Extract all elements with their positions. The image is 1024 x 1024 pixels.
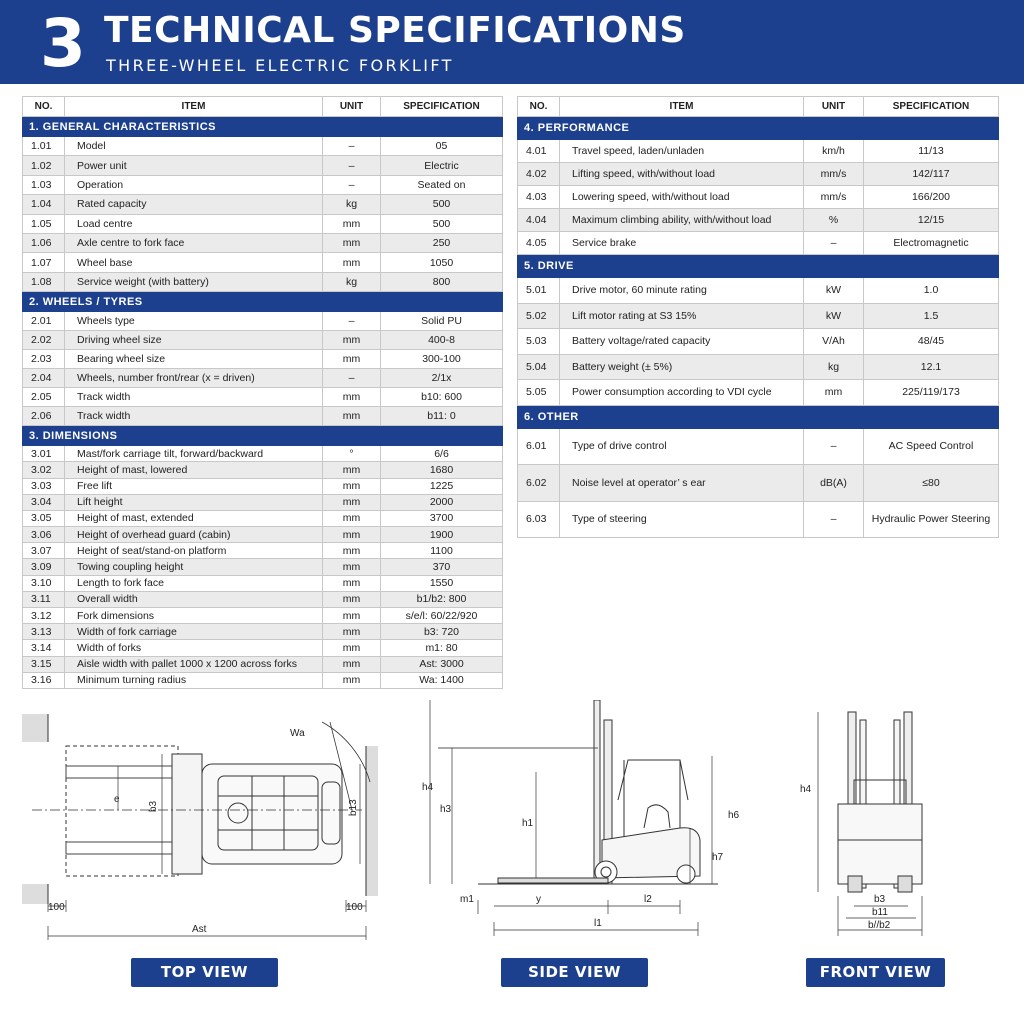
row-number: 4.05: [518, 232, 560, 255]
row-spec: 500: [381, 195, 503, 214]
row-unit: kg: [804, 354, 864, 380]
row-number: 3.02: [23, 462, 65, 478]
section-title: 4. PERFORMANCE: [518, 117, 999, 140]
section-title: 1. GENERAL CHARACTERISTICS: [23, 117, 503, 137]
table-row: [23, 591, 503, 607]
table-row: [23, 656, 503, 672]
row-spec: Ast: 3000: [381, 656, 503, 672]
row-number: 1.06: [23, 233, 65, 252]
col-no: NO.: [23, 97, 65, 117]
row-number: 3.01: [23, 446, 65, 462]
page-title: TECHNICAL SPECIFICATIONS: [104, 10, 686, 51]
row-number: 2.05: [23, 388, 65, 407]
row-unit: mm: [323, 331, 381, 350]
label-dim-100-right: 100: [346, 902, 363, 913]
row-unit: kg: [323, 272, 381, 291]
label-h3: h3: [440, 804, 452, 815]
row-unit: –: [804, 428, 864, 465]
row-item: Noise level at operator’ s ear: [560, 465, 804, 502]
row-number: 2.02: [23, 331, 65, 350]
row-number: 3.13: [23, 624, 65, 640]
row-unit: –: [804, 232, 864, 255]
row-item: Height of mast, extended: [65, 510, 323, 526]
table-row: [23, 350, 503, 369]
front-view-diagram: [798, 700, 948, 940]
section-title: 5. DRIVE: [518, 255, 999, 278]
row-spec: Electric: [381, 156, 503, 175]
row-item: Wheels, number front/rear (x = driven): [65, 369, 323, 388]
label-h7: h7: [712, 852, 724, 863]
table-row: [23, 253, 503, 272]
row-item: Operation: [65, 175, 323, 194]
row-number: 1.07: [23, 253, 65, 272]
side-view-diagram: [418, 700, 748, 940]
row-spec: 12/15: [864, 209, 999, 232]
row-spec: 1.0: [864, 278, 999, 304]
top-view-diagram: [22, 700, 382, 940]
row-unit: kW: [804, 303, 864, 329]
row-item: Lifting speed, with/without load: [560, 163, 804, 186]
row-spec: b10: 600: [381, 388, 503, 407]
row-number: 3.03: [23, 478, 65, 494]
row-spec: 12.1: [864, 354, 999, 380]
row-unit: °: [323, 446, 381, 462]
table-header-row: [518, 97, 999, 117]
row-number: 3.05: [23, 510, 65, 526]
row-number: 3.16: [23, 672, 65, 688]
row-spec: 1100: [381, 543, 503, 559]
row-spec: Solid PU: [381, 312, 503, 331]
row-unit: mm: [323, 388, 381, 407]
row-item: Track width: [65, 407, 323, 426]
label-b3: b3: [874, 894, 886, 905]
row-item: Length to fork face: [65, 575, 323, 591]
row-number: 5.01: [518, 278, 560, 304]
table-row: [23, 175, 503, 194]
label-b13: b13: [348, 799, 359, 816]
row-item: Service weight (with battery): [65, 272, 323, 291]
row-number: 6.01: [518, 428, 560, 465]
row-spec: Hydraulic Power Steering: [864, 501, 999, 538]
table-row: [518, 428, 999, 465]
row-spec: 400-8: [381, 331, 503, 350]
row-spec: b11: 0: [381, 407, 503, 426]
table-row: [518, 232, 999, 255]
row-number: 1.08: [23, 272, 65, 291]
row-item: Maximum climbing ability, with/without load: [560, 209, 804, 232]
row-number: 3.11: [23, 591, 65, 607]
side-view-label: SIDE VIEW: [501, 958, 648, 987]
table-row: [518, 380, 999, 406]
table-row: [23, 575, 503, 591]
section-number: 3: [40, 5, 86, 82]
row-spec: 300-100: [381, 350, 503, 369]
label-l2: l2: [644, 894, 652, 905]
row-number: 3.07: [23, 543, 65, 559]
row-number: 2.01: [23, 312, 65, 331]
table-row: [23, 195, 503, 214]
spec-table-left: [22, 96, 503, 689]
table-row: [518, 465, 999, 502]
row-item: Battery voltage/rated capacity: [560, 329, 804, 355]
section-title: 3. DIMENSIONS: [23, 426, 503, 446]
table-row: [23, 672, 503, 688]
row-unit: mm: [323, 656, 381, 672]
header-banner: [0, 0, 1024, 84]
row-item: Lowering speed, with/without load: [560, 186, 804, 209]
table-row: [23, 272, 503, 291]
row-unit: –: [804, 501, 864, 538]
row-unit: mm: [323, 462, 381, 478]
table-row: [23, 446, 503, 462]
row-item: Height of seat/stand-on platform: [65, 543, 323, 559]
table-row: [23, 608, 503, 624]
table-row: [23, 137, 503, 156]
row-item: Minimum turning radius: [65, 672, 323, 688]
row-unit: mm: [323, 253, 381, 272]
row-unit: –: [323, 312, 381, 331]
row-number: 5.02: [518, 303, 560, 329]
row-number: 4.01: [518, 140, 560, 163]
row-unit: kW: [804, 278, 864, 304]
table-row: [23, 527, 503, 543]
row-spec: 800: [381, 272, 503, 291]
row-item: Bearing wheel size: [65, 350, 323, 369]
row-unit: mm: [323, 608, 381, 624]
row-number: 5.04: [518, 354, 560, 380]
table-row: [23, 388, 503, 407]
row-unit: mm: [323, 407, 381, 426]
row-number: 4.04: [518, 209, 560, 232]
row-unit: mm: [323, 527, 381, 543]
row-spec: 6/6: [381, 446, 503, 462]
row-unit: mm: [323, 510, 381, 526]
row-number: 5.05: [518, 380, 560, 406]
row-item: Driving wheel size: [65, 331, 323, 350]
table-row: [518, 186, 999, 209]
section-header: [23, 292, 503, 312]
row-spec: 11/13: [864, 140, 999, 163]
row-unit: –: [323, 137, 381, 156]
row-item: Height of mast, lowered: [65, 462, 323, 478]
row-number: 1.01: [23, 137, 65, 156]
section-header: [518, 255, 999, 278]
section-header: [518, 405, 999, 428]
row-spec: 05: [381, 137, 503, 156]
top-view-label: TOP VIEW: [131, 958, 278, 987]
row-unit: –: [323, 156, 381, 175]
row-item: Free lift: [65, 478, 323, 494]
row-unit: V/Ah: [804, 329, 864, 355]
label-b11: b11: [872, 907, 888, 918]
row-item: Lift height: [65, 494, 323, 510]
table-row: [518, 303, 999, 329]
row-number: 1.03: [23, 175, 65, 194]
row-spec: 370: [381, 559, 503, 575]
row-unit: kg: [323, 195, 381, 214]
row-item: Battery weight (± 5%): [560, 354, 804, 380]
row-spec: s/e/l: 60/22/920: [381, 608, 503, 624]
row-item: Width of forks: [65, 640, 323, 656]
row-item: Drive motor, 60 minute rating: [560, 278, 804, 304]
row-unit: mm: [804, 380, 864, 406]
row-spec: 500: [381, 214, 503, 233]
row-unit: mm/s: [804, 186, 864, 209]
row-item: Track width: [65, 388, 323, 407]
section-header: [518, 117, 999, 140]
table-header-row: [23, 97, 503, 117]
row-number: 5.03: [518, 329, 560, 355]
row-number: 2.03: [23, 350, 65, 369]
row-item: Aisle width with pallet 1000 x 1200 across forks: [65, 656, 323, 672]
table-row: [23, 543, 503, 559]
row-item: Wheel base: [65, 253, 323, 272]
table-row: [518, 329, 999, 355]
row-item: Lift motor rating at S3 15%: [560, 303, 804, 329]
row-spec: Wa: 1400: [381, 672, 503, 688]
row-spec: 166/200: [864, 186, 999, 209]
row-item: Height of overhead guard (cabin): [65, 527, 323, 543]
row-spec: b1/b2: 800: [381, 591, 503, 607]
label-m1: m1: [460, 894, 474, 905]
row-number: 6.03: [518, 501, 560, 538]
table-row: [23, 559, 503, 575]
row-unit: mm: [323, 624, 381, 640]
row-item: Mast/fork carriage tilt, forward/backward: [65, 446, 323, 462]
col-no: NO.: [518, 97, 560, 117]
row-unit: dB(A): [804, 465, 864, 502]
col-spec: SPECIFICATION: [381, 97, 503, 117]
row-number: 2.06: [23, 407, 65, 426]
label-h6: h6: [728, 810, 740, 821]
row-spec: m1: 80: [381, 640, 503, 656]
col-item: ITEM: [65, 97, 323, 117]
row-item: Type of steering: [560, 501, 804, 538]
row-item: Axle centre to fork face: [65, 233, 323, 252]
row-unit: mm: [323, 494, 381, 510]
row-unit: –: [323, 369, 381, 388]
label-ast: Ast: [192, 924, 207, 935]
row-unit: –: [323, 175, 381, 194]
row-item: Power consumption according to VDI cycle: [560, 380, 804, 406]
row-unit: %: [804, 209, 864, 232]
row-item: Overall width: [65, 591, 323, 607]
label-e: e: [114, 794, 120, 805]
row-number: 3.12: [23, 608, 65, 624]
table-row: [23, 331, 503, 350]
row-unit: mm: [323, 214, 381, 233]
row-number: 3.04: [23, 494, 65, 510]
row-item: Service brake: [560, 232, 804, 255]
row-number: 3.09: [23, 559, 65, 575]
front-view-label: FRONT VIEW: [806, 958, 945, 987]
row-item: Load centre: [65, 214, 323, 233]
table-row: [23, 494, 503, 510]
label-h4: h4: [800, 784, 812, 795]
row-unit: mm: [323, 478, 381, 494]
row-item: Rated capacity: [65, 195, 323, 214]
row-spec: 250: [381, 233, 503, 252]
row-number: 3.14: [23, 640, 65, 656]
row-spec: 1050: [381, 253, 503, 272]
col-unit: UNIT: [804, 97, 864, 117]
col-unit: UNIT: [323, 97, 381, 117]
row-spec: Electromagnetic: [864, 232, 999, 255]
label-b3: b3: [148, 800, 159, 812]
row-spec: b3: 720: [381, 624, 503, 640]
table-row: [23, 624, 503, 640]
row-number: 3.06: [23, 527, 65, 543]
row-number: 3.15: [23, 656, 65, 672]
table-row: [23, 462, 503, 478]
row-number: 2.04: [23, 369, 65, 388]
table-row: [23, 214, 503, 233]
row-spec: Seated on: [381, 175, 503, 194]
table-row: [23, 478, 503, 494]
col-item: ITEM: [560, 97, 804, 117]
row-unit: mm: [323, 672, 381, 688]
row-unit: mm/s: [804, 163, 864, 186]
row-item: Towing coupling height: [65, 559, 323, 575]
table-row: [23, 369, 503, 388]
row-number: 1.04: [23, 195, 65, 214]
label-h4: h4: [422, 782, 434, 793]
table-row: [23, 312, 503, 331]
row-spec: 1.5: [864, 303, 999, 329]
label-y: y: [536, 894, 541, 905]
row-spec: 142/117: [864, 163, 999, 186]
section-header: [23, 117, 503, 137]
row-unit: km/h: [804, 140, 864, 163]
row-unit: mm: [323, 640, 381, 656]
row-unit: mm: [323, 350, 381, 369]
row-item: Type of drive control: [560, 428, 804, 465]
row-unit: mm: [323, 575, 381, 591]
row-item: Travel speed, laden/unladen: [560, 140, 804, 163]
label-h1: h1: [522, 818, 534, 829]
row-item: Fork dimensions: [65, 608, 323, 624]
row-item: Power unit: [65, 156, 323, 175]
row-number: 3.10: [23, 575, 65, 591]
row-spec: 3700: [381, 510, 503, 526]
row-unit: mm: [323, 543, 381, 559]
row-number: 4.03: [518, 186, 560, 209]
table-row: [518, 163, 999, 186]
row-item: Model: [65, 137, 323, 156]
row-item: Width of fork carriage: [65, 624, 323, 640]
row-spec: 1680: [381, 462, 503, 478]
row-number: 1.02: [23, 156, 65, 175]
row-spec: 1550: [381, 575, 503, 591]
row-unit: mm: [323, 559, 381, 575]
row-spec: 225/119/173: [864, 380, 999, 406]
label-b1b2: b//b2: [868, 920, 891, 931]
row-unit: mm: [323, 233, 381, 252]
label-dim-100-left: 100: [48, 902, 65, 913]
row-item: Wheels type: [65, 312, 323, 331]
section-title: 2. WHEELS / TYRES: [23, 292, 503, 312]
row-spec: 1225: [381, 478, 503, 494]
table-row: [518, 140, 999, 163]
row-spec: 48/45: [864, 329, 999, 355]
row-number: 1.05: [23, 214, 65, 233]
section-title: 6. OTHER: [518, 405, 999, 428]
row-spec: 2000: [381, 494, 503, 510]
table-row: [518, 209, 999, 232]
label-wa: Wa: [290, 728, 305, 739]
row-spec: 1900: [381, 527, 503, 543]
row-number: 6.02: [518, 465, 560, 502]
table-row: [23, 156, 503, 175]
table-row: [23, 640, 503, 656]
page-subtitle: THREE-WHEEL ELECTRIC FORKLIFT: [106, 56, 454, 75]
table-row: [518, 278, 999, 304]
row-unit: mm: [323, 591, 381, 607]
row-spec: ≤80: [864, 465, 999, 502]
col-spec: SPECIFICATION: [864, 97, 999, 117]
spec-table-right: [517, 96, 999, 538]
table-row: [23, 510, 503, 526]
label-l1: l1: [594, 918, 602, 929]
row-spec: 2/1x: [381, 369, 503, 388]
table-row: [518, 501, 999, 538]
row-number: 4.02: [518, 163, 560, 186]
row-spec: AC Speed Control: [864, 428, 999, 465]
section-header: [23, 426, 503, 446]
table-row: [23, 407, 503, 426]
table-row: [518, 354, 999, 380]
table-row: [23, 233, 503, 252]
